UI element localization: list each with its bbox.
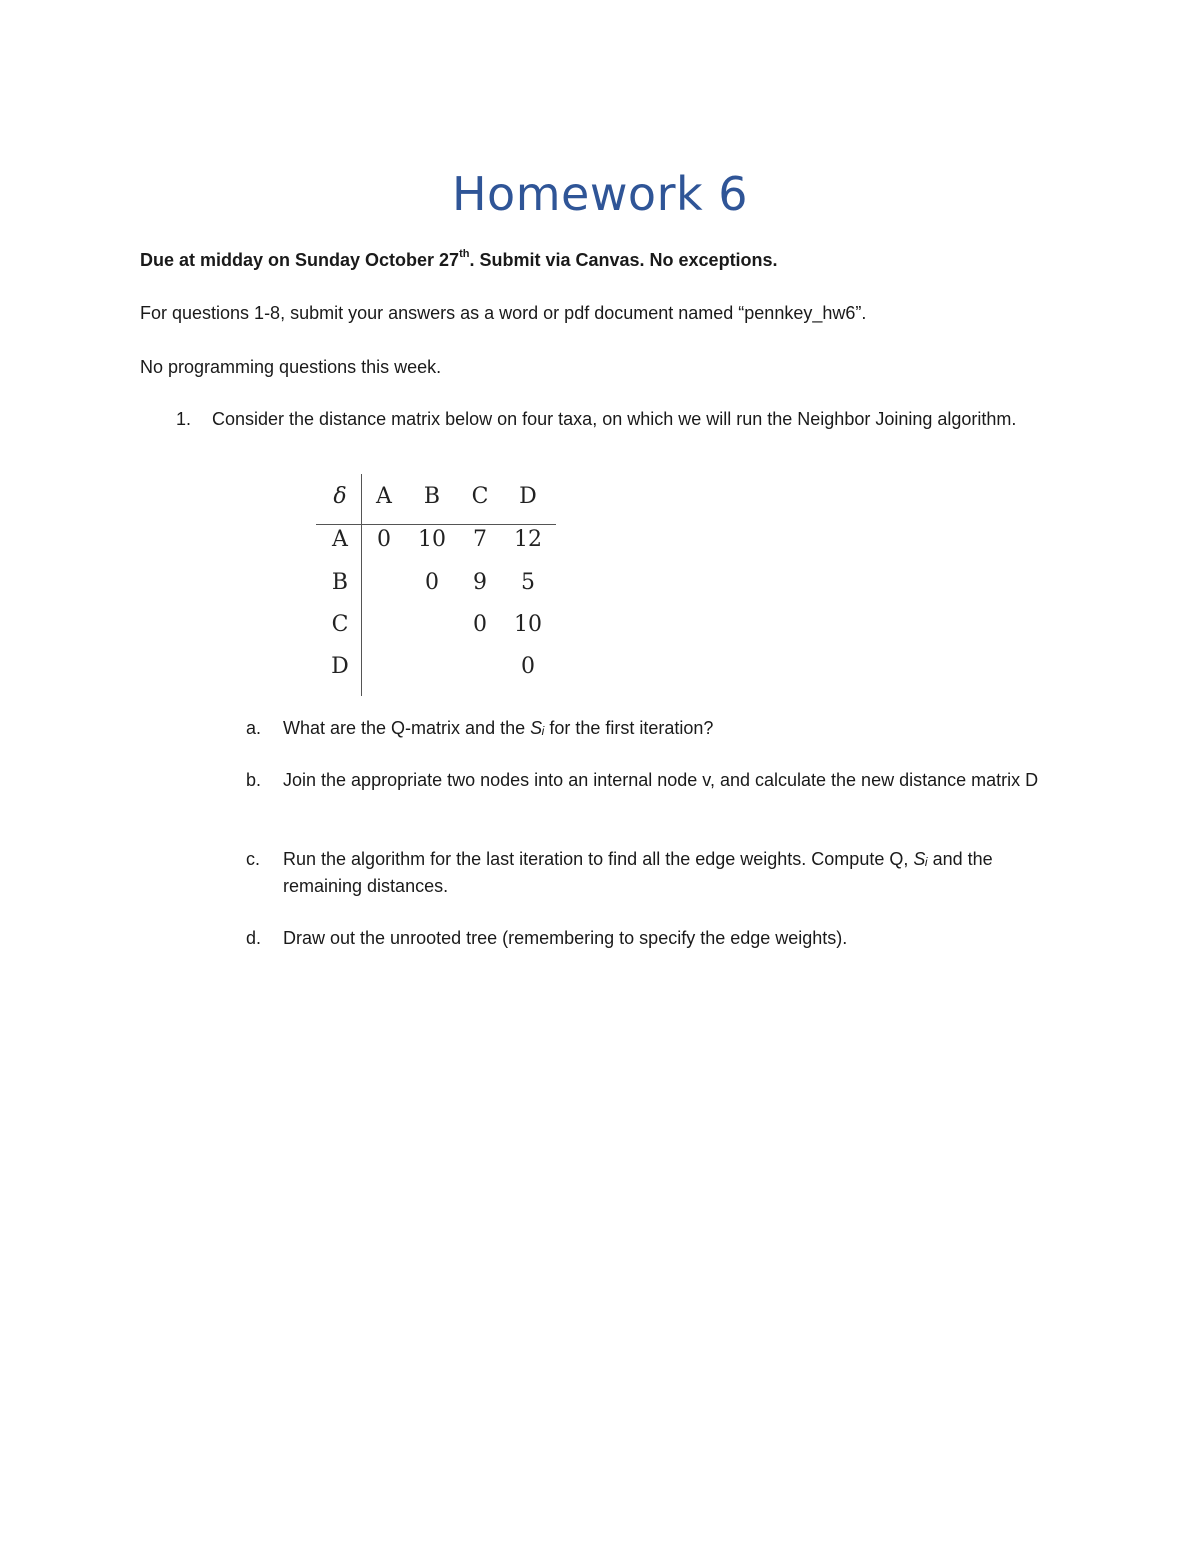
matrix-cell: 5 xyxy=(521,570,535,595)
question-number: 1. xyxy=(176,409,192,429)
matrix-row-header: D xyxy=(331,654,349,679)
no-programming-note: No programming questions this week. xyxy=(140,357,442,377)
distance-matrix xyxy=(316,474,556,696)
matrix-cell: 7 xyxy=(473,527,487,552)
question-text: Consider the distance matrix below on four taxa, on which we will run the Neighbor Joining algorithm. xyxy=(212,409,1017,429)
question-1 xyxy=(176,406,1036,433)
si-symbol: Sᵢ xyxy=(913,849,928,869)
due-date-line xyxy=(140,247,778,274)
subquestion-letter: b. xyxy=(246,770,262,790)
subquestion-text: Run the algorithm for the last iteration to find all the edge weights. Compute Q, xyxy=(283,849,914,869)
matrix-row-header: C xyxy=(331,612,349,637)
matrix-cell: 12 xyxy=(514,527,542,552)
matrix-col-header: B xyxy=(423,484,441,509)
matrix-col-header: D xyxy=(519,484,537,509)
subquestion-text: Draw out the unrooted tree (remembering to specify the edge weights). xyxy=(283,928,848,948)
matrix-cell: 10 xyxy=(514,612,542,637)
matrix-cell: 0 xyxy=(377,527,391,552)
subquestion-letter: c. xyxy=(246,849,261,869)
matrix-cell: 0 xyxy=(425,570,439,595)
si-symbol: Sᵢ xyxy=(530,718,545,738)
subquestion-text: What are the Q-matrix and the xyxy=(283,718,531,738)
page-title: Homework 6 xyxy=(451,167,749,221)
due-prefix: Due at midday on Sunday October 27 xyxy=(140,250,460,270)
matrix-vertical-rule xyxy=(361,474,362,696)
matrix-col-header: C xyxy=(471,484,489,509)
subquestion-text: and the remaining distances. xyxy=(283,849,993,896)
matrix-row-header: B xyxy=(331,570,349,595)
matrix-cell: 10 xyxy=(418,527,446,552)
subquestion-letter: d. xyxy=(246,928,262,948)
subquestion-a xyxy=(246,715,1046,742)
matrix-cell: 0 xyxy=(473,612,487,637)
subquestion-letter: a. xyxy=(246,718,262,738)
matrix-col-header: A xyxy=(376,484,392,509)
matrix-cell: 9 xyxy=(473,570,487,595)
subquestion-b xyxy=(246,767,1046,794)
matrix-cell: 0 xyxy=(521,654,535,679)
submission-instructions: For questions 1-8, submit your answers as a word or pdf document named “pennkey_hw6”. xyxy=(140,303,867,323)
due-suffix: . Submit via Canvas. No exceptions. xyxy=(469,250,778,270)
matrix-corner: δ xyxy=(333,484,347,509)
due-superscript: th xyxy=(459,248,470,260)
subquestion-text: Join the appropriate two nodes into an internal node v, and calculate the new distance matrix D xyxy=(283,770,1039,790)
matrix-row-header: A xyxy=(332,527,348,552)
subquestion-text: for the first iteration? xyxy=(544,718,714,738)
subquestion-d xyxy=(246,925,1046,952)
subquestion-c xyxy=(246,846,1046,900)
